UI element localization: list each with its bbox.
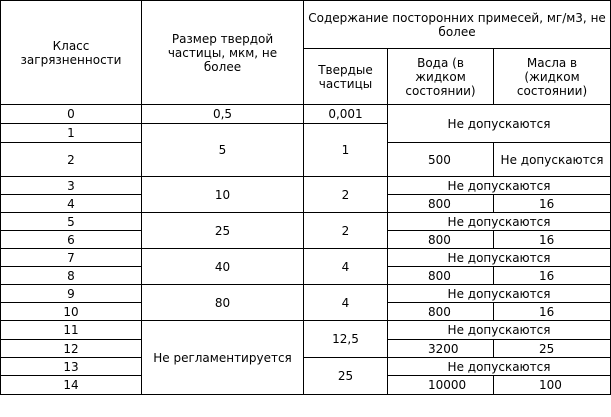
class-cell: 4 [1,195,142,213]
solid-cell: 4 [304,285,388,321]
water-cell: 500 [388,143,494,177]
not-allowed-cell: Не допускаются [388,249,611,267]
water-cell: 800 [388,231,494,249]
header-solid: Твердые частицы [304,49,388,105]
class-cell: 11 [1,321,142,340]
solid-cell: 25 [304,358,388,395]
header-oil: Масла в (жидком состоянии) [494,49,611,105]
class-cell: 2 [1,143,142,177]
not-allowed-cell: Не допускаются [388,177,611,195]
solid-cell: 0,001 [304,105,388,124]
water-cell: 800 [388,267,494,285]
size-cell: 80 [142,285,304,321]
class-cell: 8 [1,267,142,285]
not-allowed-cell: Не допускаются [388,285,611,303]
size-cell: 40 [142,249,304,285]
class-cell: 5 [1,213,142,231]
oil-cell: 16 [494,267,611,285]
header-class: Класс загрязненности [1,1,142,105]
solid-cell: 1 [304,124,388,177]
class-cell: 3 [1,177,142,195]
class-cell: 9 [1,285,142,303]
oil-cell: Не допускаются [494,143,611,177]
not-allowed-cell: Не допускаются [388,213,611,231]
water-cell: 800 [388,303,494,321]
not-allowed-cell: Не допускаются [388,358,611,376]
class-cell: 10 [1,303,142,321]
water-cell: 800 [388,195,494,213]
solid-cell: 2 [304,177,388,213]
class-cell: 12 [1,340,142,358]
class-cell: 14 [1,376,142,395]
water-cell: 10000 [388,376,494,395]
solid-cell: 2 [304,213,388,249]
oil-cell: 16 [494,231,611,249]
water-cell: 3200 [388,340,494,358]
class-cell: 7 [1,249,142,267]
oil-cell: 100 [494,376,611,395]
size-cell: 0,5 [142,105,304,124]
class-cell: 0 [1,105,142,124]
oil-cell: 25 [494,340,611,358]
class-cell: 1 [1,124,142,143]
solid-cell: 4 [304,249,388,285]
not-allowed-cell: Не допускаются [388,105,611,143]
size-cell: 25 [142,213,304,249]
solid-cell: 12,5 [304,321,388,358]
class-cell: 13 [1,358,142,376]
header-content: Содержание посторонних примесей, мг/м3, не более [304,1,611,49]
class-cell: 6 [1,231,142,249]
size-cell: 10 [142,177,304,213]
header-water: Вода (в жидком состоянии) [388,49,494,105]
size-cell: 5 [142,124,304,177]
oil-cell: 16 [494,195,611,213]
oil-cell: 16 [494,303,611,321]
not-allowed-cell: Не допускаются [388,321,611,340]
size-cell: Не регламентируется [142,321,304,395]
header-size: Размер твердой частицы, мкм, не более [142,1,304,105]
